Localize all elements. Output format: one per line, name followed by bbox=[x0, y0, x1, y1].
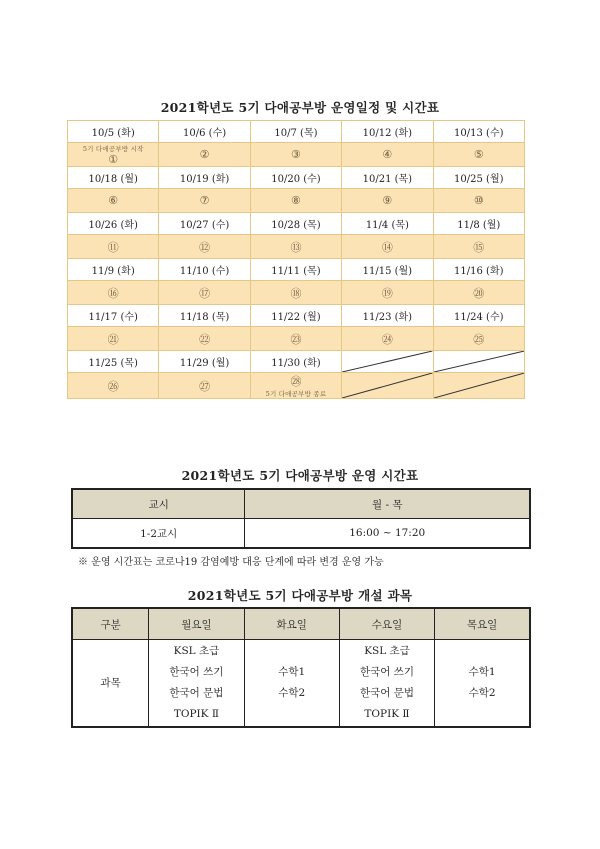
session-number: ⑱ bbox=[290, 286, 302, 300]
header-period: 교시 bbox=[72, 489, 245, 519]
subject-item: 한국어 문법 bbox=[359, 687, 415, 699]
session-number: ⑦ bbox=[199, 194, 210, 207]
schedule-session-cell bbox=[159, 327, 250, 351]
schedule-date-cell: 10/28 (목) bbox=[250, 213, 341, 235]
schedule-session-cell bbox=[250, 373, 341, 399]
session-number: ⑧ bbox=[291, 194, 301, 207]
schedule-session-cell bbox=[159, 281, 250, 305]
schedule-date-row bbox=[68, 213, 525, 235]
session-number: ㉑ bbox=[107, 332, 119, 346]
timetable-header-row bbox=[72, 489, 530, 519]
schedule-date-cell: 10/6 (수) bbox=[159, 121, 250, 143]
schedule-table bbox=[67, 120, 525, 399]
schedule-empty-cell bbox=[342, 351, 433, 373]
subject-item: KSL 초급 bbox=[364, 645, 410, 657]
schedule-date-cell: 11/8 (월) bbox=[433, 213, 524, 235]
schedule-date-cell: 11/16 (화) bbox=[433, 259, 524, 281]
session-number: ㉗ bbox=[199, 379, 211, 393]
schedule-date-cell: 10/19 (화) bbox=[159, 167, 250, 189]
session-number: ⑲ bbox=[381, 286, 393, 300]
schedule-date-cell: 10/27 (수) bbox=[159, 213, 250, 235]
diagonal-line bbox=[434, 351, 524, 372]
schedule-session-cell bbox=[159, 373, 250, 399]
schedule-date-cell: 10/7 (목) bbox=[250, 121, 341, 143]
header-monday: 월요일 bbox=[149, 608, 244, 640]
schedule-session-row bbox=[68, 327, 525, 351]
timetable-row bbox=[72, 519, 530, 549]
schedule-session-cell bbox=[342, 189, 433, 213]
session-number: ① bbox=[108, 152, 119, 166]
schedule-session-cell bbox=[250, 189, 341, 213]
schedule-date-cell: 10/13 (수) bbox=[433, 121, 524, 143]
session-number: ㉔ bbox=[381, 332, 393, 346]
timetable-table bbox=[71, 488, 531, 549]
schedule-date-cell: 11/4 (목) bbox=[342, 213, 433, 235]
schedule-session-cell bbox=[433, 281, 524, 305]
session-number: ㉓ bbox=[290, 332, 302, 346]
subject-item: 한국어 쓰기 bbox=[169, 666, 224, 678]
schedule-date-cell: 11/29 (월) bbox=[159, 351, 250, 373]
schedule-session-row bbox=[68, 189, 525, 213]
schedule-date-cell: 11/18 (목) bbox=[159, 305, 250, 327]
header-category: 구분 bbox=[72, 608, 149, 640]
schedule-session-cell bbox=[342, 281, 433, 305]
header-thursday: 목요일 bbox=[435, 608, 530, 640]
timetable-footnote: ※ 운영 시간표는 코로나19 감염예방 대응 단계에 따라 변경 운영 가능 bbox=[78, 557, 384, 568]
subject-item: 수학1 bbox=[278, 666, 306, 678]
schedule-date-cell: 11/10 (수) bbox=[159, 259, 250, 281]
schedule-title: 2021학년도 5기 다애공부방 운영일정 및 시간표 bbox=[160, 100, 440, 115]
schedule-date-row bbox=[68, 167, 525, 189]
session-number: ④ bbox=[382, 148, 393, 161]
schedule-session-cell bbox=[433, 327, 524, 351]
period-cell: 1-2교시 bbox=[72, 519, 245, 549]
schedule-session-cell bbox=[159, 143, 250, 167]
subject-item: 수학1 bbox=[468, 666, 496, 678]
subject-item: 수학2 bbox=[468, 687, 496, 699]
session-number: ㉘ bbox=[290, 375, 302, 388]
session-number: ⑫ bbox=[199, 240, 211, 254]
subject-item: TOPIK Ⅱ bbox=[173, 708, 219, 720]
schedule-date-cell: 10/5 (화) bbox=[68, 121, 159, 143]
schedule-session-cell bbox=[68, 143, 159, 167]
schedule-session-cell bbox=[342, 235, 433, 259]
schedule-session-cell bbox=[250, 235, 341, 259]
schedule-date-cell: 11/30 (화) bbox=[250, 351, 341, 373]
timetable-title: 2021학년도 5기 다애공부방 운영 시간표 bbox=[181, 468, 419, 483]
session-number: ⑥ bbox=[108, 194, 119, 207]
session-number: ㉖ bbox=[107, 379, 119, 393]
subjects-title: 2021학년도 5기 다애공부방 개설 과목 bbox=[187, 588, 413, 603]
session-number: ⑩ bbox=[473, 194, 484, 207]
schedule-session-cell bbox=[68, 327, 159, 351]
session-number: ⑬ bbox=[290, 240, 302, 254]
start-note: 5기 다애공부방 시작 bbox=[82, 144, 144, 153]
session-number: ⑨ bbox=[382, 194, 393, 207]
schedule-session-cell bbox=[159, 189, 250, 213]
tuesday-subjects bbox=[244, 640, 339, 728]
session-number: ⑭ bbox=[381, 240, 393, 254]
schedule-date-row bbox=[68, 259, 525, 281]
session-number: ⑮ bbox=[473, 240, 485, 254]
session-number: ⑳ bbox=[473, 286, 485, 300]
subject-item: 수학2 bbox=[278, 687, 306, 699]
schedule-date-cell: 10/25 (월) bbox=[433, 167, 524, 189]
schedule-session-row bbox=[68, 235, 525, 259]
subjects-table bbox=[71, 607, 531, 728]
subject-item: TOPIK Ⅱ bbox=[364, 708, 410, 720]
schedule-session-cell bbox=[250, 281, 341, 305]
schedule-date-cell: 10/20 (수) bbox=[250, 167, 341, 189]
schedule-empty-cell bbox=[433, 373, 524, 399]
schedule-date-row bbox=[68, 305, 525, 327]
session-number: ③ bbox=[291, 148, 301, 161]
schedule-session-cell bbox=[68, 189, 159, 213]
row-label: 과목 bbox=[72, 640, 149, 728]
schedule-date-cell: 10/26 (화) bbox=[68, 213, 159, 235]
schedule-date-row bbox=[68, 351, 525, 373]
header-tuesday: 화요일 bbox=[244, 608, 339, 640]
schedule-session-cell bbox=[433, 143, 524, 167]
wednesday-subjects bbox=[339, 640, 434, 728]
schedule-date-cell: 11/17 (수) bbox=[68, 305, 159, 327]
diagonal-line bbox=[342, 351, 432, 372]
monday-subjects bbox=[149, 640, 244, 728]
end-note: 5기 다애공부방 종료 bbox=[265, 390, 327, 398]
session-number: ② bbox=[199, 148, 210, 161]
diagonal-line bbox=[342, 373, 432, 398]
schedule-date-cell: 11/11 (목) bbox=[250, 259, 341, 281]
schedule-date-cell: 11/22 (월) bbox=[250, 305, 341, 327]
time-cell: 16:00 ~ 17:20 bbox=[245, 519, 530, 549]
subject-item: 한국어 쓰기 bbox=[359, 666, 415, 678]
subject-item: KSL 초급 bbox=[173, 645, 220, 657]
session-number: ㉒ bbox=[199, 332, 211, 346]
schedule-date-row bbox=[68, 121, 525, 143]
session-number: ⑯ bbox=[107, 286, 119, 300]
schedule-session-row bbox=[68, 281, 525, 305]
schedule-session-cell bbox=[68, 281, 159, 305]
schedule-date-cell: 10/12 (화) bbox=[342, 121, 433, 143]
header-days: 월 - 목 bbox=[245, 489, 530, 519]
session-number: ㉕ bbox=[473, 332, 485, 346]
subjects-header-row bbox=[72, 608, 530, 640]
schedule-date-cell: 11/25 (목) bbox=[68, 351, 159, 373]
schedule-date-cell: 11/23 (화) bbox=[342, 305, 433, 327]
schedule-session-cell bbox=[433, 189, 524, 213]
schedule-date-cell: 11/9 (화) bbox=[68, 259, 159, 281]
thursday-subjects bbox=[435, 640, 530, 728]
schedule-date-cell: 11/15 (월) bbox=[342, 259, 433, 281]
schedule-session-row bbox=[68, 373, 525, 399]
schedule-session-cell bbox=[250, 143, 341, 167]
session-number: ⑤ bbox=[473, 148, 484, 161]
subject-item: 한국어 문법 bbox=[169, 687, 224, 699]
schedule-session-cell bbox=[159, 235, 250, 259]
schedule-session-cell bbox=[68, 235, 159, 259]
schedule-session-cell bbox=[68, 373, 159, 399]
schedule-empty-cell bbox=[433, 351, 524, 373]
schedule-session-cell bbox=[433, 235, 524, 259]
schedule-session-cell bbox=[250, 327, 341, 351]
session-number: ⑪ bbox=[107, 240, 119, 254]
schedule-date-cell: 10/18 (월) bbox=[68, 167, 159, 189]
header-wednesday: 수요일 bbox=[339, 608, 434, 640]
diagonal-line bbox=[434, 373, 524, 398]
schedule-session-row bbox=[68, 143, 525, 167]
subjects-row bbox=[72, 640, 530, 728]
schedule-date-cell: 11/24 (수) bbox=[433, 305, 524, 327]
schedule-empty-cell bbox=[342, 373, 433, 399]
session-number: ⑰ bbox=[199, 286, 211, 300]
schedule-date-cell: 10/21 (목) bbox=[342, 167, 433, 189]
schedule-session-cell bbox=[342, 143, 433, 167]
schedule-session-cell bbox=[342, 327, 433, 351]
